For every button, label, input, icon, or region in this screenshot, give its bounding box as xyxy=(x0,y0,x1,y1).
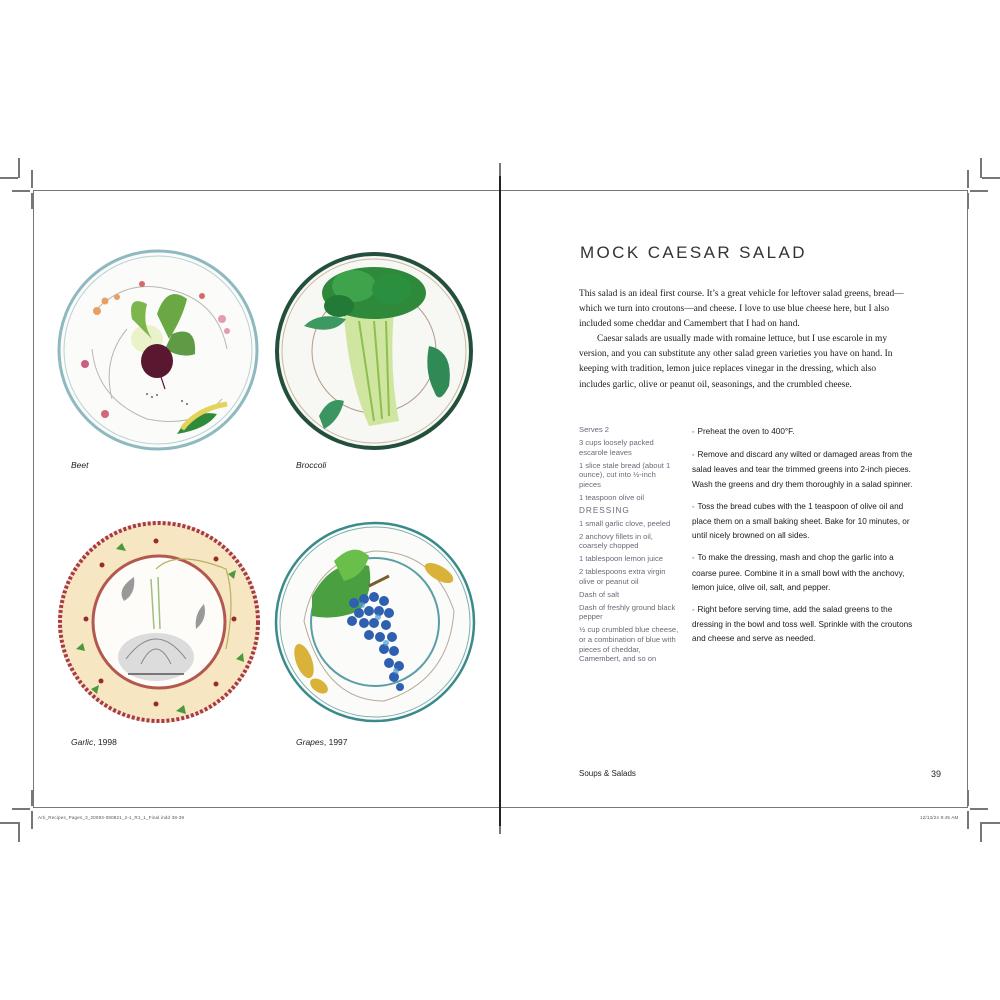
square-bullet-icon: ▪ xyxy=(692,555,695,563)
ingredient-item: 2 tablespoons extra virgin olive or peanut oil xyxy=(579,567,666,586)
ingredient-item: 3 cups loosely packed escarole leaves xyxy=(579,437,654,457)
crop-mark xyxy=(0,822,18,824)
method-steps xyxy=(692,425,914,655)
crop-mark xyxy=(18,822,20,842)
method-step: ▪ Remove and discard any wilted or damaged areas from the salad leaves and tear the trimmed greens into 2-inch pieces. Wash the greens and dry them thoroughly in a salad spinner. xyxy=(692,450,913,489)
ingredient-item: Dash of freshly ground black pepper xyxy=(579,602,676,622)
ingredient-item: 1 small garlic clove, peeled xyxy=(579,518,671,528)
garlic-plate-illustration xyxy=(56,519,262,725)
crop-mark xyxy=(499,163,501,176)
method-step: ▪ Toss the bread cubes with the 1 teaspoon of olive oil and place them on a small baking sheet. Bake for 10 minutes, or until nicely browned on all sides. xyxy=(692,501,910,541)
slug-line-right: 12/13/24 9:45 AM xyxy=(920,815,959,820)
caption-grapes: Grapes, 1997 xyxy=(296,737,348,747)
ingredient-item: 1 teaspoon olive oil xyxy=(579,492,645,502)
intro-paragraph: This salad is an ideal first course. It’s a great vehicle for leftover salad greens, bread—which we turn into croutons—and cheese. I love to use blue cheese here, but I also included some cheddar and Camembert that I had on hand. xyxy=(579,289,904,330)
crop-mark xyxy=(12,190,30,192)
square-bullet-icon: ▪ xyxy=(692,452,695,460)
serves-label: Serves 2 xyxy=(579,425,609,434)
crop-mark xyxy=(31,170,33,188)
caption-broccoli: Broccoli xyxy=(296,460,327,470)
crop-mark xyxy=(967,170,969,188)
crop-mark xyxy=(970,808,988,810)
square-bullet-icon: ▪ xyxy=(692,429,695,436)
caption-beet: Beet xyxy=(71,460,89,470)
crop-mark xyxy=(967,811,969,829)
method-step: ▪ To make the dressing, mash and chop the garlic into a coarse puree. Combine it in a small bowl with the anchovy, lemon juice, olive oil, salt, and pepper. xyxy=(692,553,905,592)
page-number: 39 xyxy=(931,769,942,779)
method-step: ▪ Preheat the oven to 400°F. xyxy=(692,427,795,436)
crop-mark xyxy=(980,158,982,178)
dressing-heading: DRESSING xyxy=(579,505,630,515)
crop-mark xyxy=(18,158,20,178)
ingredient-item: ½ cup crumbled blue cheese, or a combination of blue with pieces of cheddar, Camembert, and so on xyxy=(579,625,679,664)
intro-paragraph: Caesar salads are usually made with romaine lettuce, but I use escarole in my version, and you can substitute any other salad green varieties you have on hand. In keeping with tradition, lemon juice replaces vinegar in the dressing, which also includes garlic, olive or peanut oil, seasonings, and the crumbled cheese. xyxy=(579,334,893,390)
ingredient-item: Dash of salt xyxy=(579,589,620,599)
caption-garlic: Garlic, 1998 xyxy=(71,737,117,747)
crop-mark xyxy=(982,822,1000,824)
broccoli-plate-illustration xyxy=(274,251,474,451)
spine-divider xyxy=(499,176,501,826)
ingredient-list xyxy=(579,425,679,667)
crop-mark xyxy=(0,177,18,179)
slug-line-left: Arti_Recipes_Pages_3_20093-080821_2-1_R1_1_Final.indd 38-39 xyxy=(38,815,185,820)
crop-mark xyxy=(31,811,33,829)
grapes-plate-illustration xyxy=(274,521,476,723)
crop-mark xyxy=(980,822,982,842)
recipe-intro xyxy=(579,287,909,393)
crop-mark xyxy=(12,808,30,810)
ingredient-item: 1 tablespoon lemon juice xyxy=(579,554,664,564)
ingredient-item: 2 anchovy fillets in oil, coarsely chopped xyxy=(579,531,653,551)
crop-mark xyxy=(970,190,988,192)
method-step: ▪ Right before serving time, add the salad greens to the dressing in the bowl and toss well. Sprinkle with the croutons and cheese and serve as needed. xyxy=(692,605,913,644)
recipe-title: MOCK CAESAR SALAD xyxy=(580,243,807,262)
crop-mark xyxy=(982,177,1000,179)
beet-plate-illustration xyxy=(57,249,259,451)
square-bullet-icon: ▪ xyxy=(692,607,695,615)
footer-section-name: Soups & Salads xyxy=(579,769,636,778)
ingredient-item: 1 slice stale bread (about 1 ounce), cut into ½-inch pieces xyxy=(579,460,671,489)
square-bullet-icon: ▪ xyxy=(692,503,695,511)
